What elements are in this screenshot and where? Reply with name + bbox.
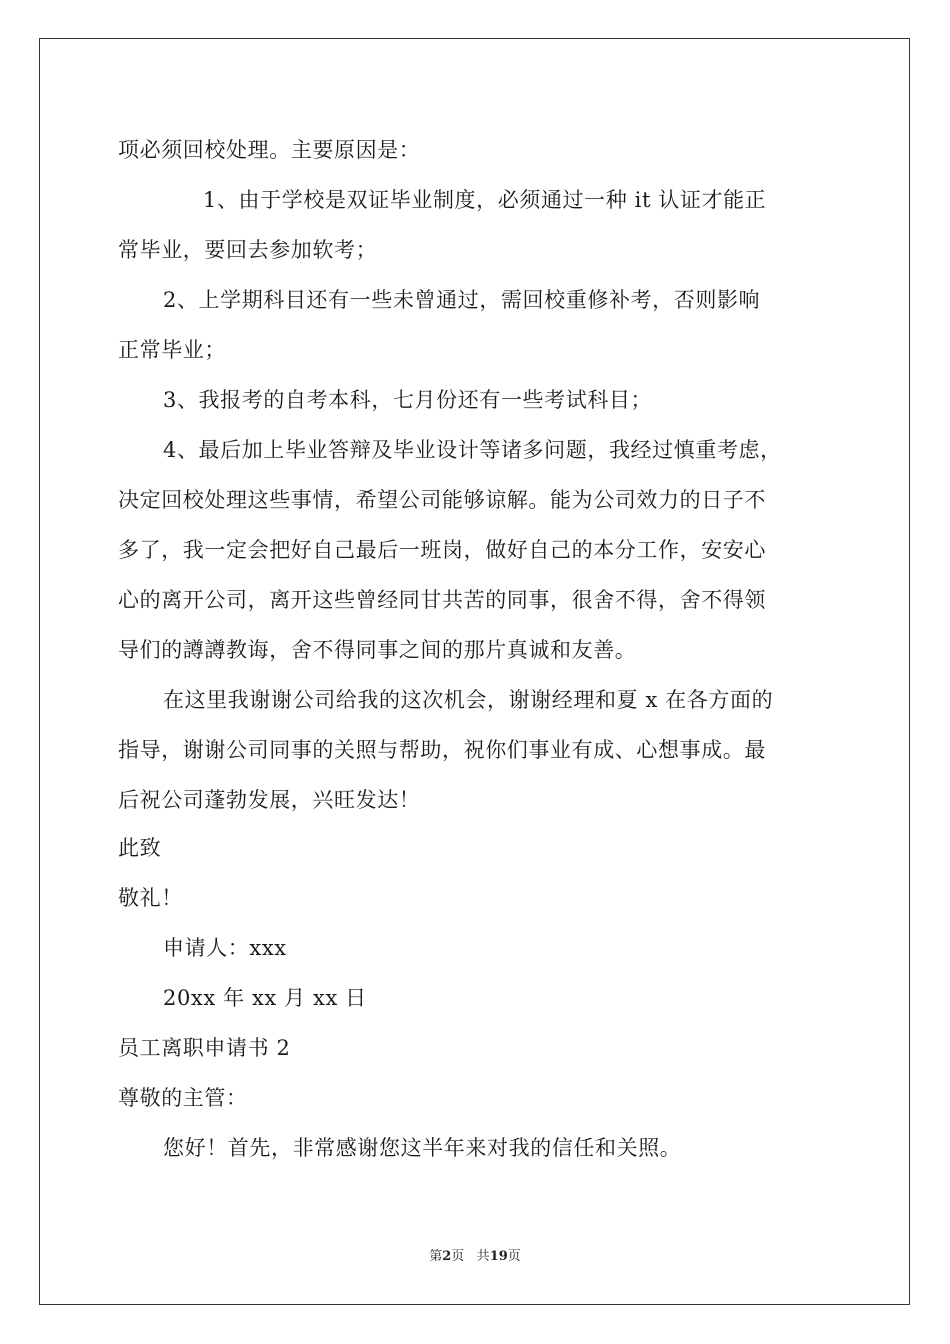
text-line: 常毕业，要回去参加软考； bbox=[118, 238, 378, 262]
text-line: 3、我报考的自考本科，七月份还有一些考试科目； bbox=[163, 388, 653, 412]
text-line: 在这里我谢谢公司给我的这次机会，谢谢经理和夏 x 在各方面的 bbox=[163, 688, 774, 712]
footer-page-total: 19 bbox=[489, 1249, 508, 1264]
text-line: 心的离开公司，离开这些曾经同甘共苦的同事，很舍不得，舍不得领 bbox=[118, 588, 766, 612]
footer-total-suffix: 页 bbox=[507, 1249, 521, 1264]
salutation-line: 尊敬的主管： bbox=[118, 1086, 248, 1110]
text-line: 项必须回校处理。主要原因是： bbox=[118, 138, 421, 162]
section-title: 员工离职申请书 2 bbox=[118, 1036, 291, 1060]
text-line: 2、上学期科目还有一些未曾通过，需回校重修补考，否则影响 bbox=[163, 288, 761, 312]
text-line: 导们的譐譐教诲，舍不得同事之间的那片真诚和友善。 bbox=[118, 638, 637, 662]
text-line: 4、最后加上毕业答辩及毕业设计等诸多问题，我经过慎重考虑， bbox=[163, 438, 782, 462]
text-line: 多了，我一定会把好自己最后一班岗，做好自己的本分工作，安安心 bbox=[118, 538, 766, 562]
text-line: 决定回校处理这些事情，希望公司能够谅解。能为公司效力的日子不 bbox=[118, 488, 766, 512]
text-line: 指导，谢谢公司同事的关照与帮助，祝你们事业有成、心想事成。最 bbox=[118, 738, 766, 762]
closing-line: 敬礼！ bbox=[118, 886, 183, 910]
text-line: 您好！首先，非常感谢您这半年来对我的信任和关照。 bbox=[163, 1136, 682, 1160]
text-line: 正常毕业； bbox=[118, 338, 226, 362]
footer-page-prefix: 第 bbox=[429, 1249, 443, 1264]
closing-line: 此致 bbox=[118, 836, 162, 860]
footer-page-current: 2 bbox=[442, 1249, 452, 1264]
text-line: 后祝公司蓬勃发展，兴旺发达！ bbox=[118, 788, 421, 812]
footer-total-prefix: 共 bbox=[476, 1249, 490, 1264]
page-footer bbox=[0, 1248, 950, 1266]
applicant-line: 申请人：xxx bbox=[163, 936, 287, 960]
page-frame bbox=[39, 38, 910, 1305]
date-line: 20xx 年 xx 月 xx 日 bbox=[163, 986, 367, 1010]
footer-page-suffix: 页 bbox=[451, 1249, 465, 1264]
text-line: 1、由于学校是双证毕业制度，必须通过一种 it 认证才能正 bbox=[203, 188, 767, 212]
